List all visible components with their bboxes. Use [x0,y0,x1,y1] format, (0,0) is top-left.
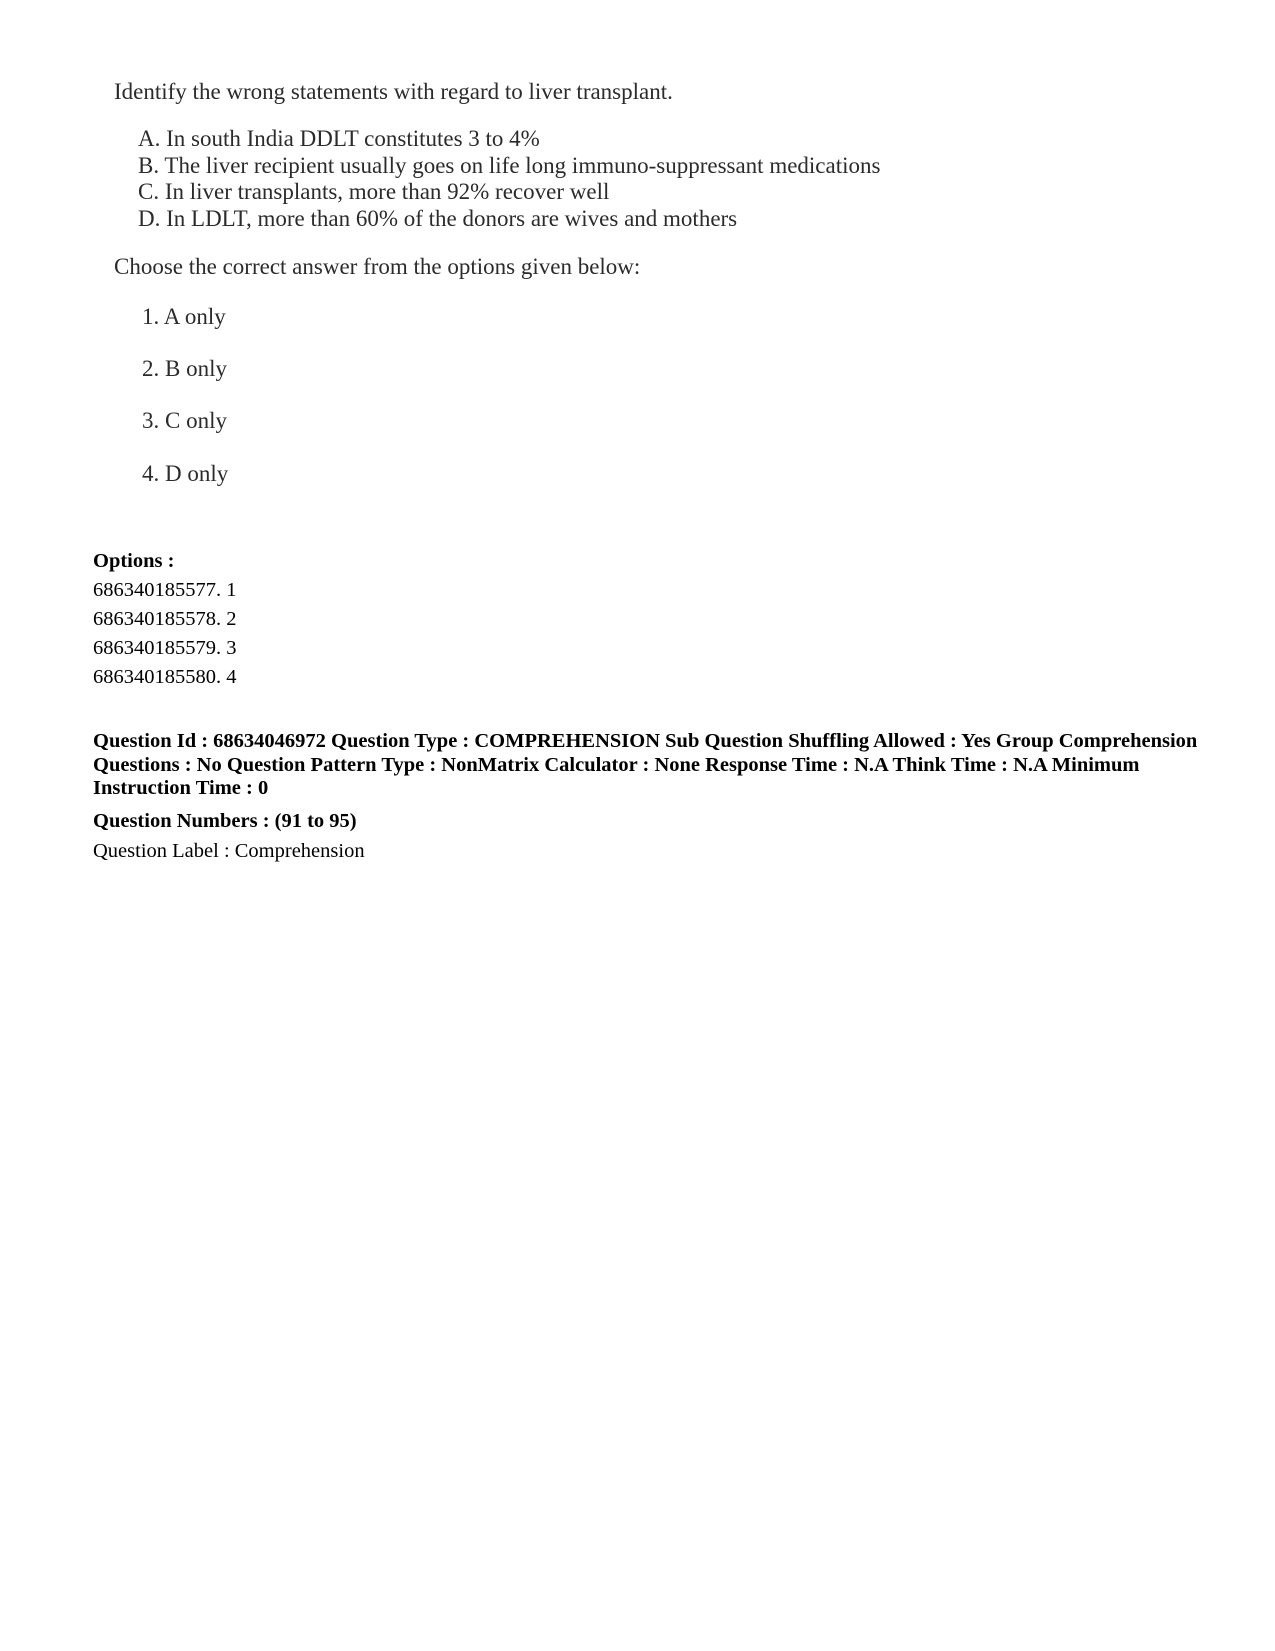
answer-choice-3: 3. C only [142,408,227,434]
question-metadata [93,730,1203,864]
statement-list [138,126,934,233]
question-label: Question Label : Comprehension [93,839,365,862]
answer-choice-2: 2. B only [142,356,227,382]
statement-b: B. The liver recipient usually goes on life long immuno-suppressant medications [138,152,881,178]
question-numbers: Question Numbers : (91 to 95) [93,809,357,832]
question-image [114,78,934,512]
options-section [93,547,237,692]
statement-a: A. In south India DDLT constitutes 3 to 4% [138,126,540,151]
answer-choice-4: 4. D only [142,460,229,486]
question-stem: Identify the wrong statements with regard to liver transplant. [114,79,673,104]
statement-c: C. In liver transplants, more than 92% recover well [138,179,610,205]
answer-choice-1: 1. A only [142,303,226,329]
statement-d: D. In LDLT, more than 60% of the donors are wives and mothers [138,206,738,232]
question-info: Question Id : 68634046972 Question Type : COMPREHENSION Sub Question Shuffling Allowed : Yes Group Comprehension Questions : No Question Pattern Type : NonMatrix Calculator : None Response Time : N.A Think Time : N.A Minimum Instruction Time : 0 [93,730,1198,799]
option-item-4: 686340185580. 4 [93,666,237,688]
options-title: Options : [93,550,175,572]
option-item-2: 686340185578. 2 [93,608,237,630]
option-item-1: 686340185577. 1 [93,579,237,601]
option-item-3: 686340185579. 3 [93,637,237,659]
choose-instruction: Choose the correct answer from the options given below: [114,253,641,279]
answer-choice-list [142,303,934,512]
